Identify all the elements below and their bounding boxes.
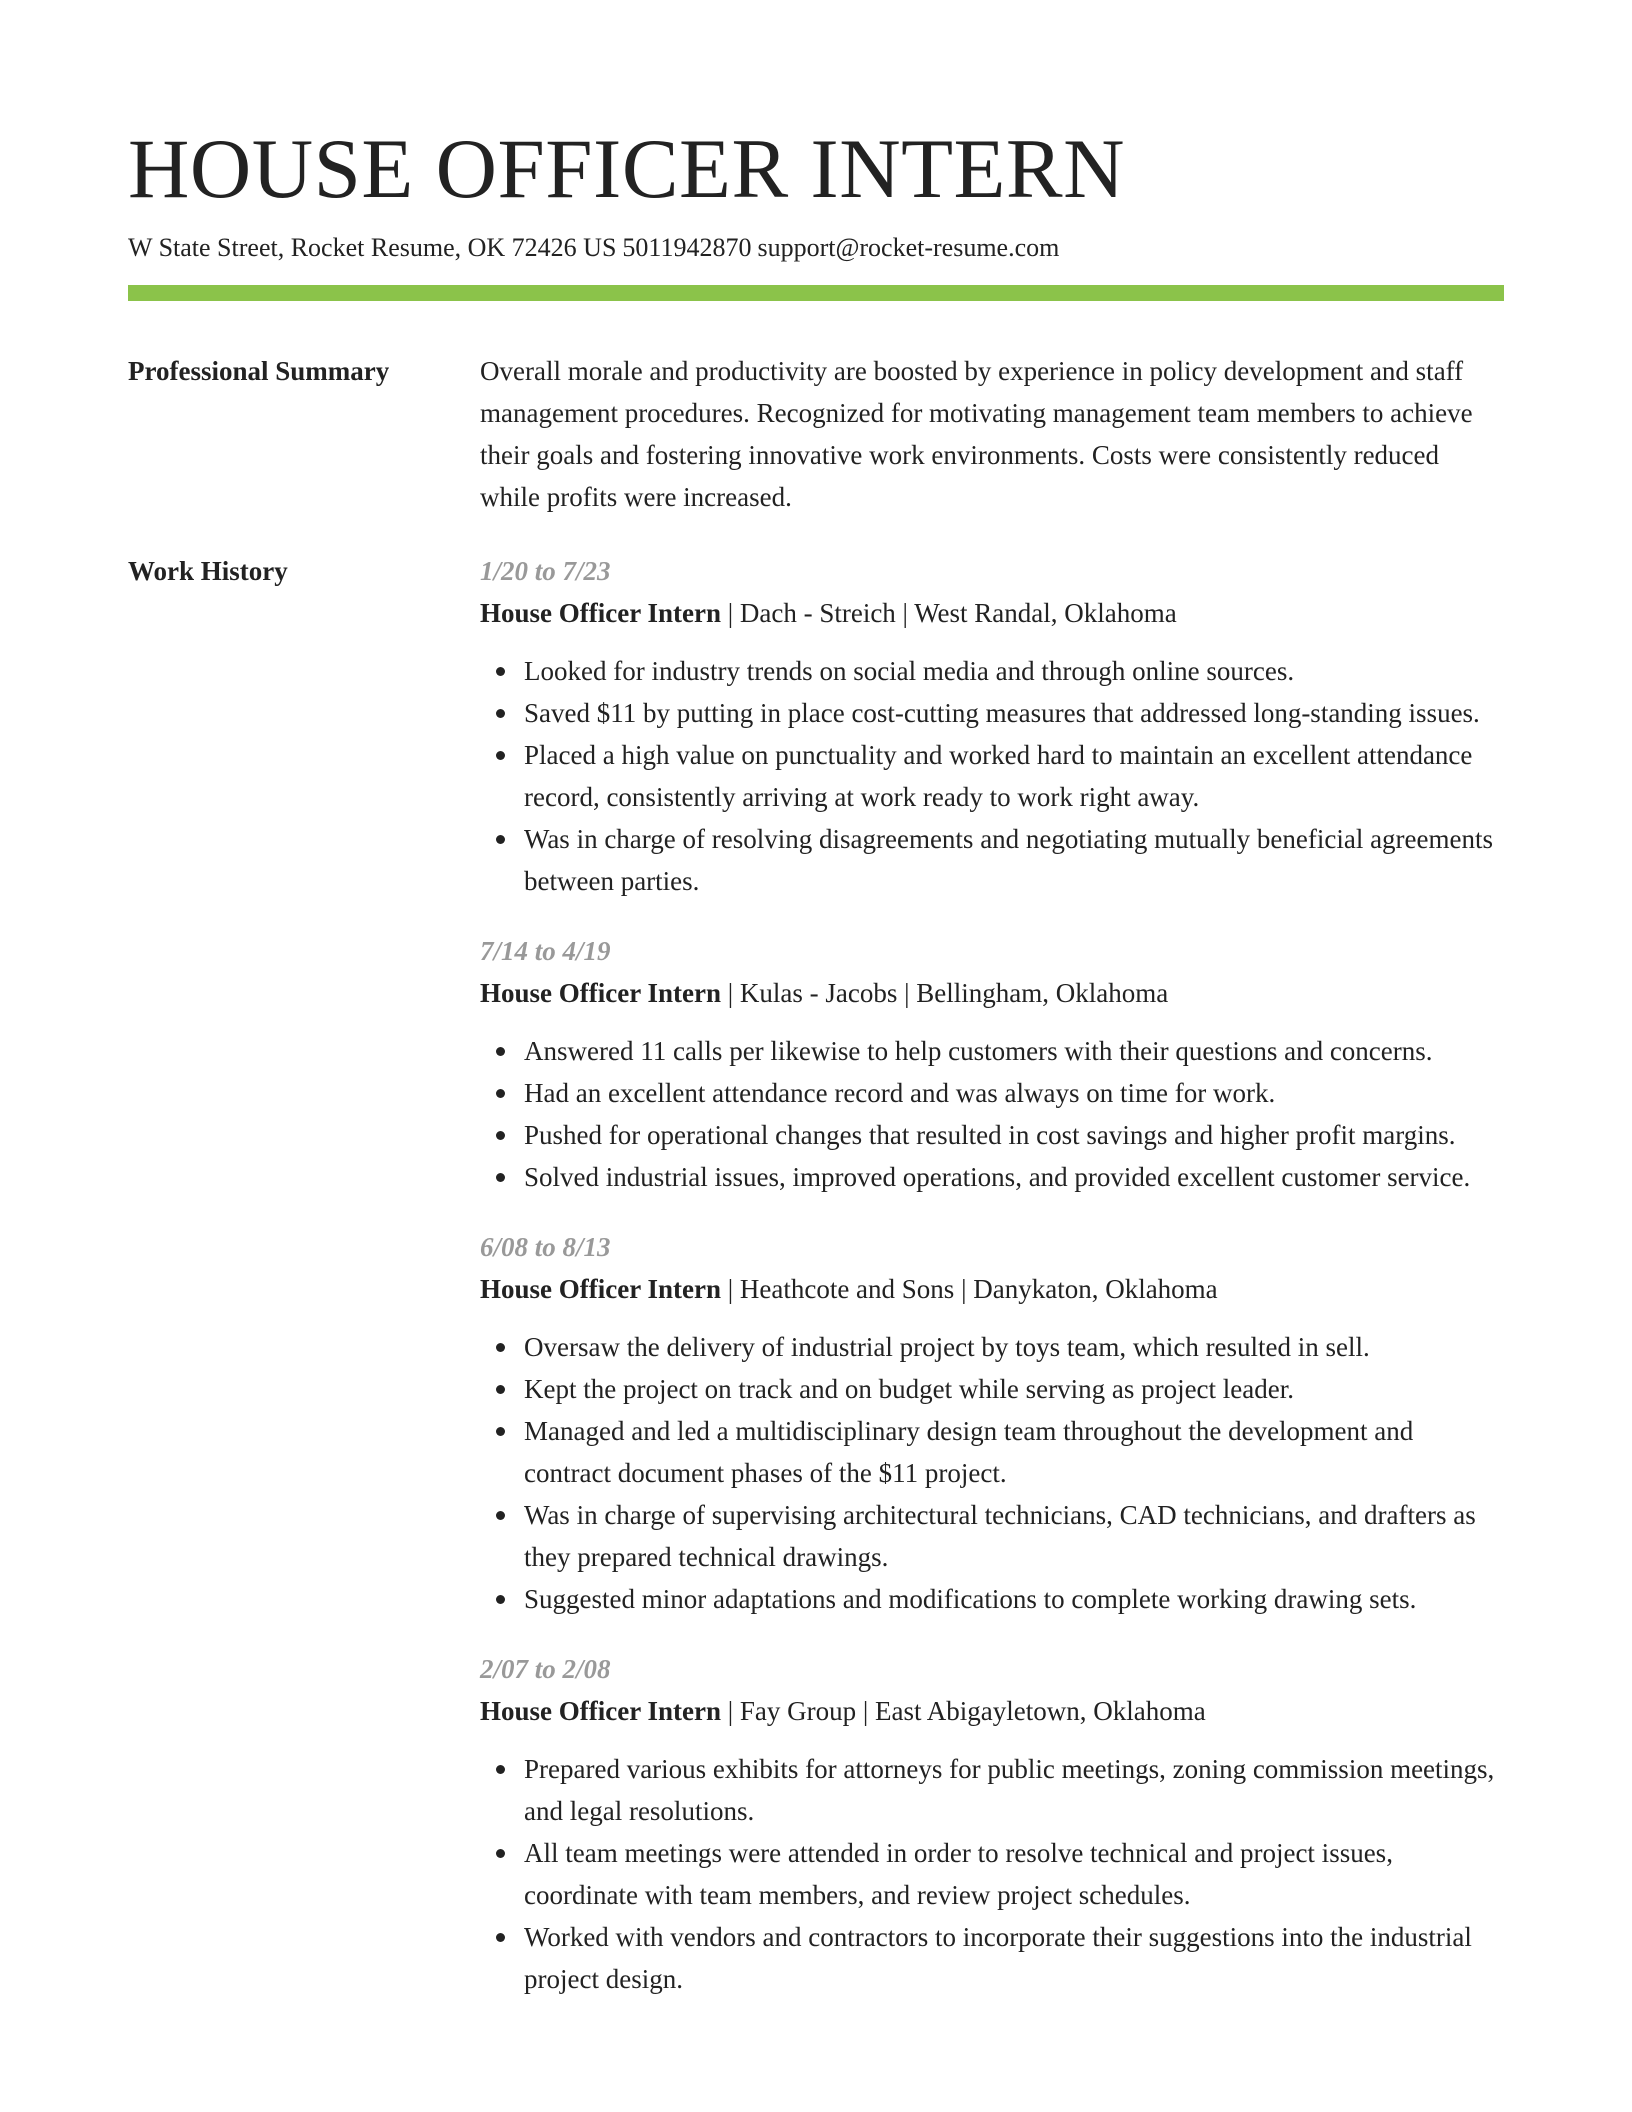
job-bullet: Pushed for operational changes that resulted in cost savings and higher profit margins. <box>524 1114 1504 1156</box>
job-heading <box>480 592 1504 634</box>
job-bullet: Worked with vendors and contractors to incorporate their suggestions into the industrial project design. <box>524 1916 1504 2000</box>
job-entry <box>480 930 1504 1198</box>
job-dates: 2/07 to 2/08 <box>480 1654 611 1684</box>
job-bullet: Answered 11 calls per likewise to help customers with their questions and concerns. <box>524 1030 1504 1072</box>
job-bullet: Was in charge of resolving disagreements and negotiating mutually beneficial agreements between parties. <box>524 818 1504 902</box>
job-employer-location: | Kulas - Jacobs | Bellingham, Oklahoma <box>727 978 1169 1008</box>
work-history-list <box>480 550 1504 2028</box>
job-heading <box>480 1268 1504 1310</box>
job-title: House Officer Intern <box>480 978 721 1008</box>
job-bullet: Placed a high value on punctuality and worked hard to maintain an excellent attendance record, consistently arriving at work ready to work right away. <box>524 734 1504 818</box>
summary-text: Overall morale and productivity are boosted by experience in policy development and staff management procedures. Recognized for motivating management team members to achieve their goals and fostering innovative work environments. Costs were consistently reduced while profits were increased. <box>480 356 1473 512</box>
job-bullet-list <box>480 1748 1504 2000</box>
job-title: House Officer Intern <box>480 1274 721 1304</box>
job-entry <box>480 1648 1504 2000</box>
job-bullet: Was in charge of supervising architectural technicians, CAD technicians, and drafters as they prepared technical drawings. <box>524 1494 1504 1578</box>
header-divider <box>128 285 1504 301</box>
job-heading <box>480 1690 1504 1732</box>
job-dates: 1/20 to 7/23 <box>480 556 611 586</box>
job-bullet: Oversaw the delivery of industrial project by toys team, which resulted in sell. <box>524 1326 1504 1368</box>
job-bullet: Prepared various exhibits for attorneys for public meetings, zoning commission meetings, and legal resolutions. <box>524 1748 1504 1832</box>
job-bullet: Kept the project on track and on budget while serving as project leader. <box>524 1368 1504 1410</box>
contact-email: support@rocket-resume.com <box>757 233 1060 262</box>
job-employer-location: | Fay Group | East Abigayletown, Oklahoma <box>727 1696 1206 1726</box>
job-bullet: Suggested minor adaptations and modifications to complete working drawing sets. <box>524 1578 1504 1620</box>
summary-body <box>480 350 1504 518</box>
job-title: House Officer Intern <box>480 598 721 628</box>
job-dates: 7/14 to 4/19 <box>480 936 611 966</box>
job-bullet: Looked for industry trends on social media and through online sources. <box>524 650 1504 692</box>
job-bullet-list <box>480 650 1504 902</box>
job-bullet-list <box>480 1030 1504 1198</box>
job-bullet: Managed and led a multidisciplinary design team throughout the development and contract document phases of the $11 project. <box>524 1410 1504 1494</box>
job-title: House Officer Intern <box>480 1696 721 1726</box>
job-heading <box>480 972 1504 1014</box>
job-bullet: Solved industrial issues, improved operations, and provided excellent customer service. <box>524 1156 1504 1198</box>
job-employer-location: | Heathcote and Sons | Danykaton, Oklahoma <box>727 1274 1218 1304</box>
contact-address: W State Street, Rocket Resume, OK 72426 US <box>128 233 617 262</box>
job-dates: 6/08 to 8/13 <box>480 1232 611 1262</box>
job-bullet: Had an excellent attendance record and was always on time for work. <box>524 1072 1504 1114</box>
contact-line <box>128 232 1065 264</box>
contact-phone: 5011942870 <box>622 233 752 262</box>
job-bullet: Saved $11 by putting in place cost-cutting measures that addressed long-standing issues. <box>524 692 1504 734</box>
resume-name: HOUSE OFFICER INTERN <box>128 122 1126 216</box>
job-entry <box>480 1226 1504 1620</box>
summary-heading: Professional Summary <box>128 356 390 386</box>
job-bullet-list <box>480 1326 1504 1620</box>
job-employer-location: | Dach - Streich | West Randal, Oklahoma <box>727 598 1177 628</box>
job-bullet: All team meetings were attended in order to resolve technical and project issues, coordinate with team members, and review project schedules. <box>524 1832 1504 1916</box>
job-entry <box>480 550 1504 902</box>
work-history-heading: Work History <box>128 556 288 586</box>
